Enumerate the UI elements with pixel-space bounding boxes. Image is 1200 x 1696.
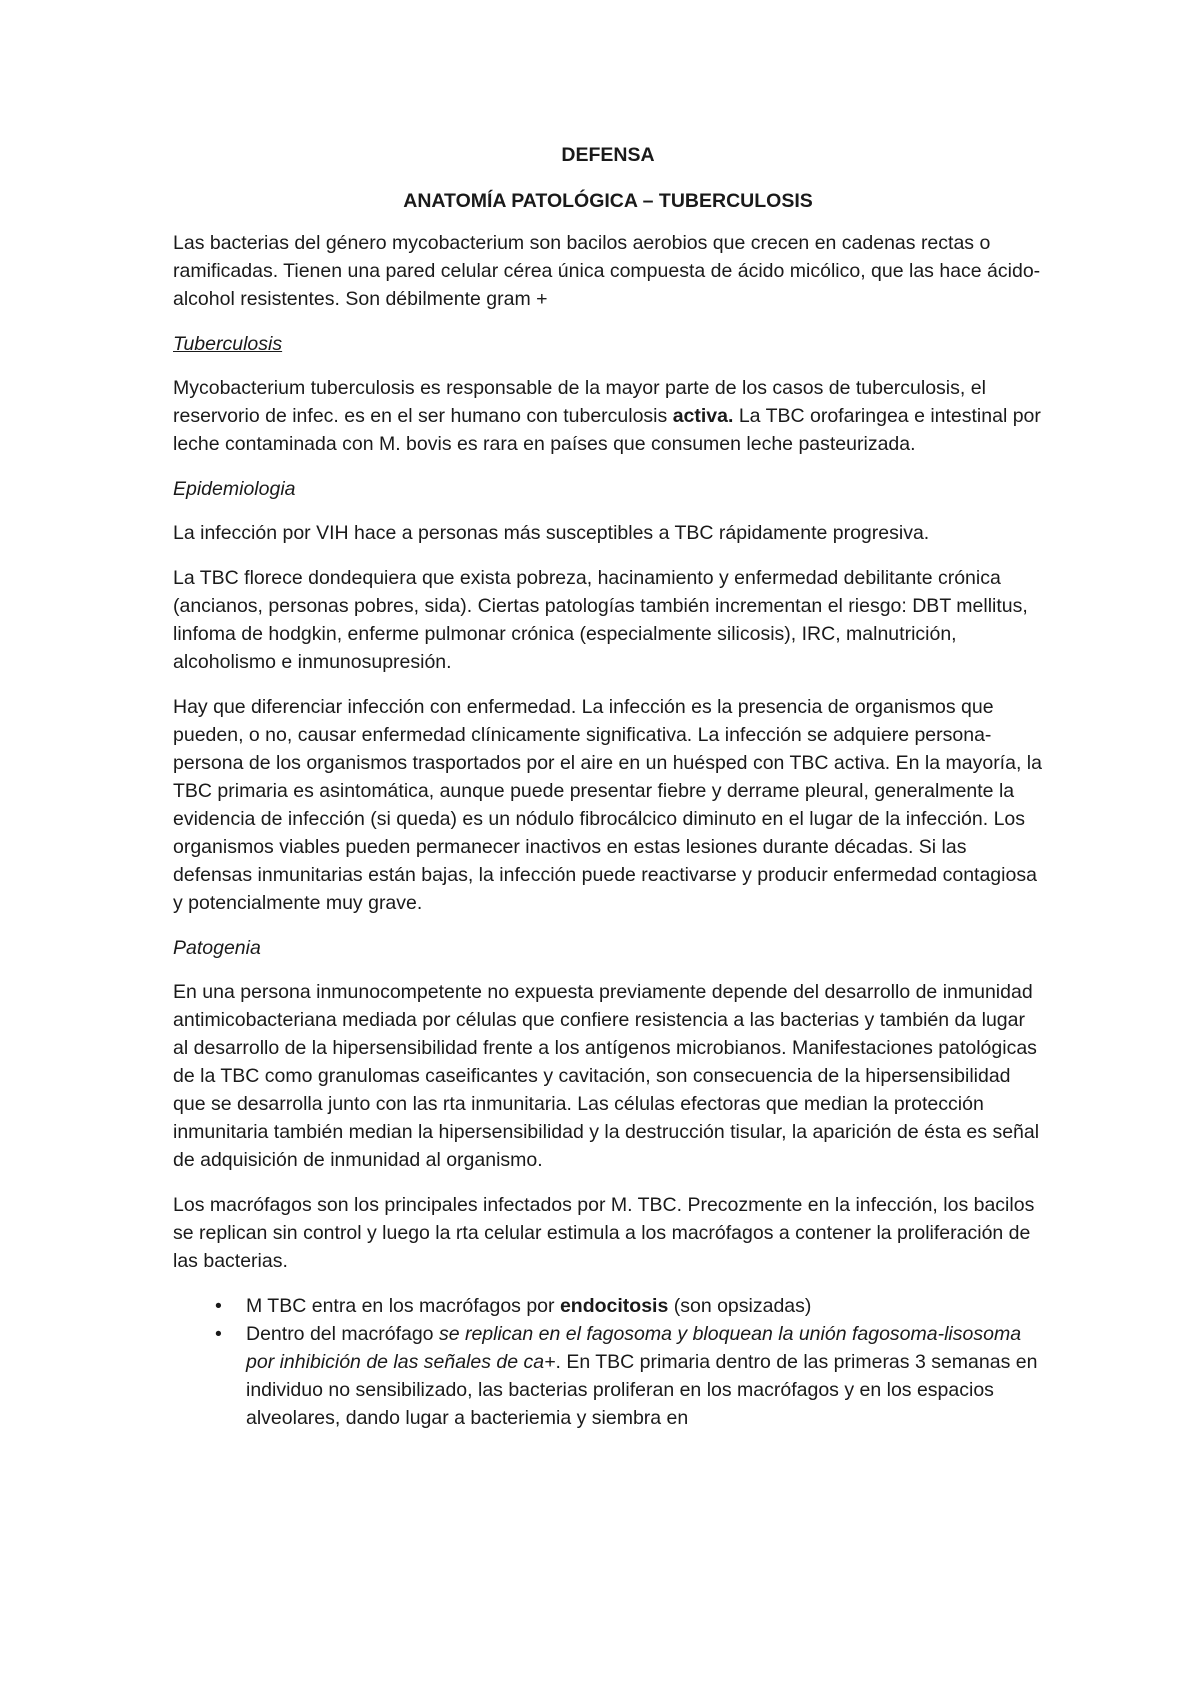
bullet-1-bold-text: endocitosis — [559, 1295, 669, 1317]
document-subtitle: ANATOMÍA PATOLÓGICA – TUBERCULOSIS — [403, 190, 813, 212]
tuberculosis-text-a: Mycobacterium tuberculosis es responsable de la mayor parte de los casos de tuberculosis, el reservorio de infec. es en el ser humano con tuberculosis — [173, 377, 986, 427]
bullet-1-text-b: (son opsizadas) — [668, 1295, 812, 1317]
epidemiologia-paragraph-2: La TBC florece dondequiera que exista pobreza, hacinamiento y enfermedad debilitante crónica (ancianos, personas pobres, sida). Ciertas patologías también incrementan el riesgo: DBT mellitus, linfoma de hodgkin, enferme pulmonar crónica (especialmente silicosis), IRC, malnutrición, alcoholismo e inmunosupresión. — [173, 567, 1028, 673]
tuberculosis-heading-text: Tuberculosis — [173, 333, 283, 355]
epidemiologia-paragraph-3: Hay que diferenciar infección con enfermedad. La infección es la presencia de organismos que pueden, o no, causar enfermedad clínicamente significativa. La infección se adquiere persona-persona de los organismos trasportados por el aire en un huésped con TBC activa. En la mayoría, la TBC primaria es asintomática, aunque puede presentar fiebre y derrame pleural, generalmente la evidencia de infección (si queda) es un nódulo fibrocálcico diminuto en el lugar de la infección. Los organismos viables pueden permanecer inactivos en estas lesiones durante décadas. Si las defensas inmunitarias están bajas, la infección puede reactivarse y producir enfermedad contagiosa y potencialmente muy grave. — [173, 696, 1042, 914]
list-item — [173, 1292, 1043, 1320]
bullet-2-text-a: Dentro del macrófago — [246, 1323, 439, 1345]
section-heading-tuberculosis — [173, 330, 1043, 358]
bullet-1-text-a: M TBC entra en los macrófagos por — [246, 1295, 560, 1317]
tuberculosis-bold-text: activa. — [672, 405, 734, 427]
document-title: DEFENSA — [561, 144, 655, 166]
tuberculosis-text-b: La TBC orofaringea e intestinal por leche contaminada con M. bovis es rara en países que consumen leche pasteurizada. — [173, 405, 1041, 455]
section-heading-patogenia: Patogenia — [173, 937, 261, 959]
list-item — [173, 1320, 1043, 1432]
document-body — [173, 141, 1043, 1432]
intro-paragraph: Las bacterias del género mycobacterium son bacilos aerobios que crecen en cadenas rectas o ramificadas. Tienen una pared celular cérea única compuesta de ácido micólico, que las hace ácido-alcohol resistentes. Son débilmente gram + — [173, 232, 1041, 310]
bullet-2-text-b: . En TBC primaria dentro de las primeras 3 semanas en individuo no sensibilizado, las bacterias proliferan en los macrófagos y en los espacios alveolares, dando lugar a bacteriemia y siembra en — [246, 1351, 1038, 1429]
bullet-list — [173, 1292, 1043, 1432]
bullet-2-italic-text: se replican en el fagosoma y bloquean la unión fagosoma-lisosoma por inhibición de las señales de ca+ — [246, 1323, 1022, 1373]
patogenia-paragraph-2: Los macrófagos son los principales infectados por M. TBC. Precozmente en la infección, los bacilos se replican sin control y luego la rta celular estimula a los macrófagos a contener la proliferación de las bacterias. — [173, 1194, 1035, 1272]
patogenia-paragraph-1: En una persona inmunocompetente no expuesta previamente depende del desarrollo de inmunidad antimicobacteriana mediada por células que confiere resistencia a las bacterias y también da lugar al desarrollo de la hipersensibilidad frente a los antígenos microbianos. Manifestaciones patológicas de la TBC como granulomas caseificantes y cavitación, son consecuencia de la hipersensibilidad que se desarrolla junto con las rta inmunitaria. Las células efectoras que median la protección inmunitaria también median la hipersensibilidad y la destrucción tisular, la aparición de ésta es señal de adquisición de inmunidad al organismo. — [173, 981, 1040, 1171]
bullet-icon: • — [215, 1295, 222, 1317]
bullet-icon: • — [215, 1323, 222, 1345]
section-heading-epidemiologia: Epidemiologia — [173, 478, 296, 500]
tuberculosis-paragraph — [173, 374, 1043, 458]
epidemiologia-paragraph-1: La infección por VIH hace a personas más susceptibles a TBC rápidamente progresiva. — [173, 522, 930, 544]
